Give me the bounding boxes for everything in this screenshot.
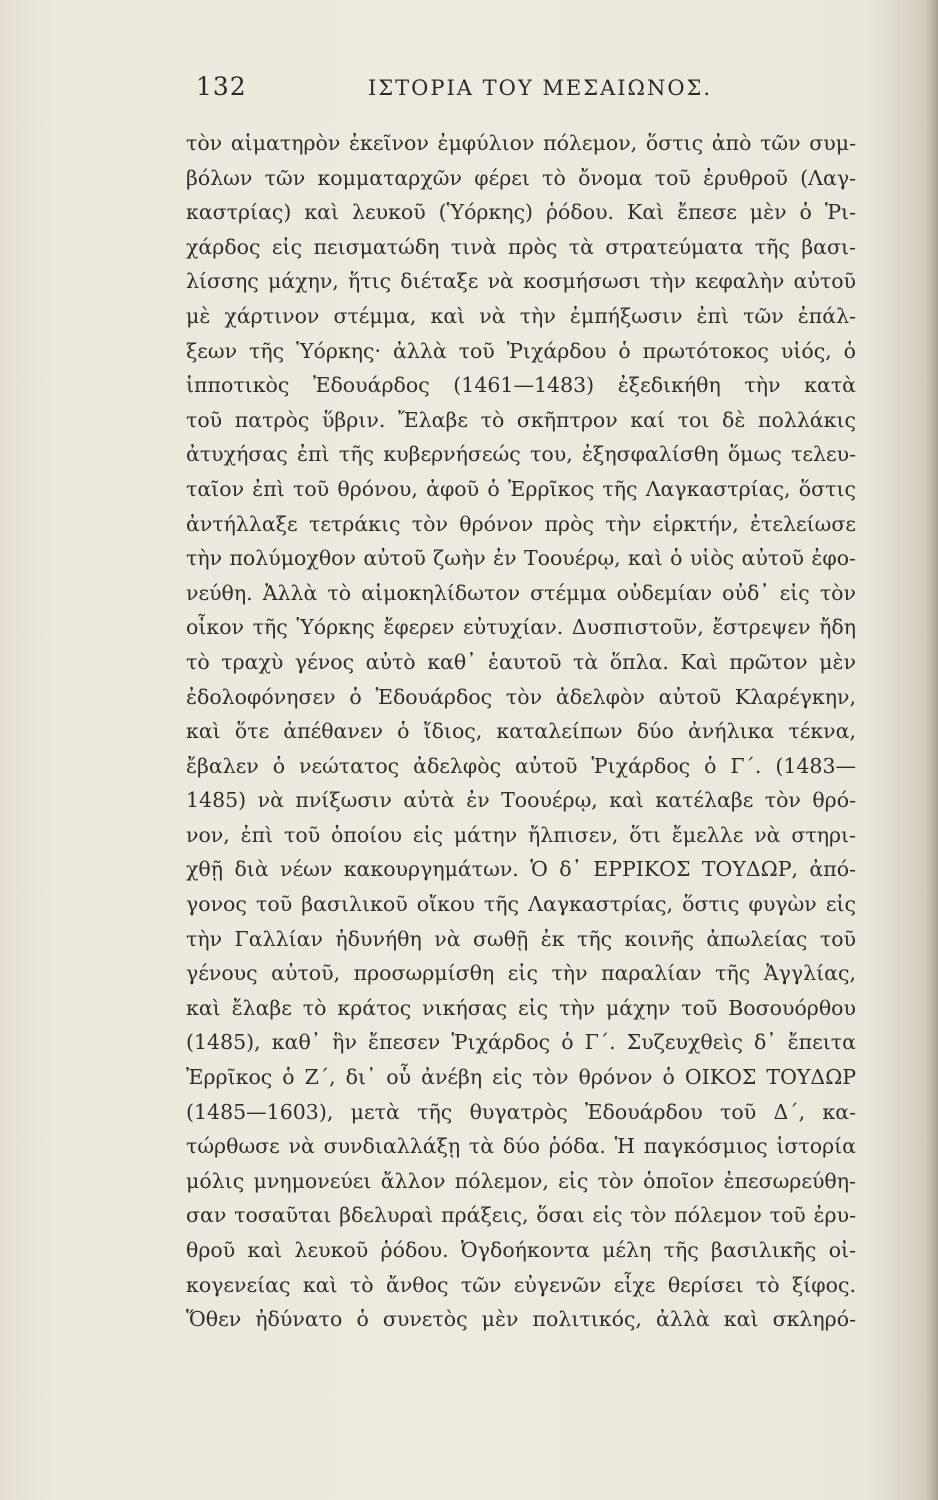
text-line: οἶκον τῆς Ὑόρκης ἔφερεν εὐτυχίαν. Δυσπιστοῦν, ἔστρεψεν ἤδη bbox=[186, 615, 856, 640]
text-line: νεύθη. Ἀλλὰ τὸ αἱμοκηλίδωτον στέμμα οὐδεμίαν οὐδ᾽ εἰς τὸν bbox=[186, 580, 856, 605]
page-header bbox=[196, 72, 852, 112]
page-edge-shadow bbox=[924, 0, 938, 1500]
text-line: ταῖον ἐπὶ τοῦ θρόνου, ἀφοῦ ὁ Ἐρρῖκος τῆς Λαγκαστρίας, ὅστις bbox=[186, 476, 856, 501]
text-line: καστρίας) καὶ λευκοῦ (Ὑόρκης) ῥόδου. Καὶ ἔπεσε μὲν ὁ Ῥι- bbox=[186, 200, 856, 225]
text-line: λίσσης μάχην, ἥτις διέταξε νὰ κοσμήσωσι τὴν κεφαλὴν αὐτοῦ bbox=[186, 269, 856, 294]
text-line: καὶ ὅτε ἀπέθανεν ὁ ἴδιος, καταλείπων δύο ἀνήλικα τέκνα, bbox=[186, 719, 856, 744]
text-line: γένους αὐτοῦ, προσωρμίσθη εἰς τὴν παραλίαν τῆς Ἀγγλίας, bbox=[186, 961, 856, 986]
text-line: τὴν Γαλλίαν ἠδυνήθη νὰ σωθῇ ἐκ τῆς κοινῆς ἀπωλείας τοῦ bbox=[186, 926, 856, 951]
text-line: γονος τοῦ βασιλικοῦ οἴκου τῆς Λαγκαστρίας, ὅστις φυγὼν εἰς bbox=[186, 892, 856, 917]
text-line: τοῦ πατρὸς ὕβριν. Ἔλαβε τὸ σκῆπτρον καί τοι δὲ πολλάκις bbox=[186, 407, 856, 432]
text-line: ἀντήλλαξε τετράκις τὸν θρόνον πρὸς τὴν εἱρκτήν, ἐτελείωσε bbox=[186, 511, 856, 536]
text-line: χάρδος εἰς πεισματώδη τινὰ πρὸς τὰ στρατεύματα τῆς βασι- bbox=[186, 234, 856, 259]
text-line: μόλις μνημονεύει ἄλλον πόλεμον, εἰς τὸν ὁποῖον ἐπεσωρεύθη- bbox=[186, 1168, 856, 1193]
text-line: (1485), καθ᾽ ἣν ἔπεσεν Ῥιχάρδος ὁ Γ΄. Συζευχθεὶς δ᾽ ἔπειτα bbox=[186, 1030, 856, 1055]
text-line: βόλων τῶν κομματαρχῶν φέρει τὸ ὄνομα τοῦ ἐρυθροῦ (Λαγ- bbox=[186, 165, 856, 190]
text-line: τώρθωσε νὰ συνδιαλλάξῃ τὰ δύο ῥόδα. Ἡ παγκόσμιος ἱστορία bbox=[186, 1134, 856, 1159]
text-line: Ὅθεν ἠδύνατο ὁ συνετὸς μὲν πολιτικός, ἀλλὰ καὶ σκληρό- bbox=[186, 1307, 856, 1332]
running-title: ΙΣΤΟΡΙΑ ΤΟΥ ΜΕΣΑΙΩΝΟΣ. bbox=[368, 76, 713, 100]
text-line: μὲ χάρτινον στέμμα, καὶ νὰ τὴν ἐμπήξωσιν ἐπὶ τῶν ἐπάλ- bbox=[186, 303, 856, 328]
text-line: χθῇ διὰ νέων κακουργημάτων. Ὁ δ᾽ ΕΡΡΙΚΟΣ ΤΟΥΔΩΡ, ἀπό- bbox=[186, 857, 856, 882]
text-line: ἔβαλεν ὁ νεώτατος ἀδελφὸς αὐτοῦ Ῥιχάρδος ὁ Γ΄. (1483— bbox=[186, 753, 856, 778]
text-line: ἱπποτικὸς Ἐδουάρδος (1461—1483) ἐξεδικήθη τὴν κατὰ bbox=[186, 373, 856, 398]
text-line: Ἐρρῖκος ὁ Ζ΄, δι᾽ οὗ ἀνέβη εἰς τὸν θρόνον ὁ ΟΙΚΟΣ ΤΟΥΔΩΡ bbox=[186, 1065, 856, 1090]
text-line: ἀτυχήσας ἐπὶ τῆς κυβερνήσεώς του, ἐξησφαλίσθη ὅμως τελευ- bbox=[186, 442, 856, 467]
text-line: κογενείας καὶ τὸ ἄνθος τῶν εὐγενῶν εἶχε θερίσει τὸ ξίφος. bbox=[186, 1272, 856, 1297]
text-line: ἐδολοφόνησεν ὁ Ἐδουάρδος τὸν ἀδελφὸν αὐτοῦ Κλαρέγκην, bbox=[186, 684, 856, 709]
text-line: καὶ ἔλαβε τὸ κράτος νικήσας εἰς τὴν μάχην τοῦ Βοσουόρθου bbox=[186, 995, 856, 1020]
page-number: 132 bbox=[196, 72, 247, 101]
text-line: τὸ τραχὺ γένος αὐτὸ καθ᾽ ἑαυτοῦ τὰ ὅπλα. Καὶ πρῶτον μὲν bbox=[186, 649, 856, 674]
text-line: θροῦ καὶ λευκοῦ ῥόδου. Ὀγδοήκοντα μέλη τῆς βασιλικῆς οἰ- bbox=[186, 1238, 856, 1262]
text-line: (1485—1603), μετὰ τῆς θυγατρὸς Ἐδουάρδου τοῦ Δ΄, κα- bbox=[186, 1099, 856, 1124]
text-line: ξεων τῆς Ὑόρκης· ἀλλὰ τοῦ Ῥιχάρδου ὁ πρωτότοκος υἱός, ὁ bbox=[186, 338, 856, 363]
text-line: νον, ἐπὶ τοῦ ὁποίου εἰς μάτην ἤλπισεν, ὅτι ἔμελλε νὰ στηρι- bbox=[186, 822, 856, 847]
text-line: τὴν πολύμοχθον αὐτοῦ ζωὴν ἐν Τοουέρῳ, καὶ ὁ υἱὸς αὐτοῦ ἐφο- bbox=[186, 546, 856, 571]
body-text bbox=[186, 126, 856, 1337]
text-line: σαν τοσαῦται βδελυραὶ πράξεις, ὅσαι εἰς τὸν πόλεμον τοῦ ἐρυ- bbox=[186, 1203, 856, 1228]
text-line: τὸν αἱματηρὸν ἐκεῖνον ἐμφύλιον πόλεμον, ὅστις ἀπὸ τῶν συμ- bbox=[186, 131, 856, 155]
text-line: 1485) νὰ πνίξωσιν αὐτὰ ἐν Τοουέρῳ, καὶ κατέλαβε τὸν θρό- bbox=[186, 788, 856, 813]
